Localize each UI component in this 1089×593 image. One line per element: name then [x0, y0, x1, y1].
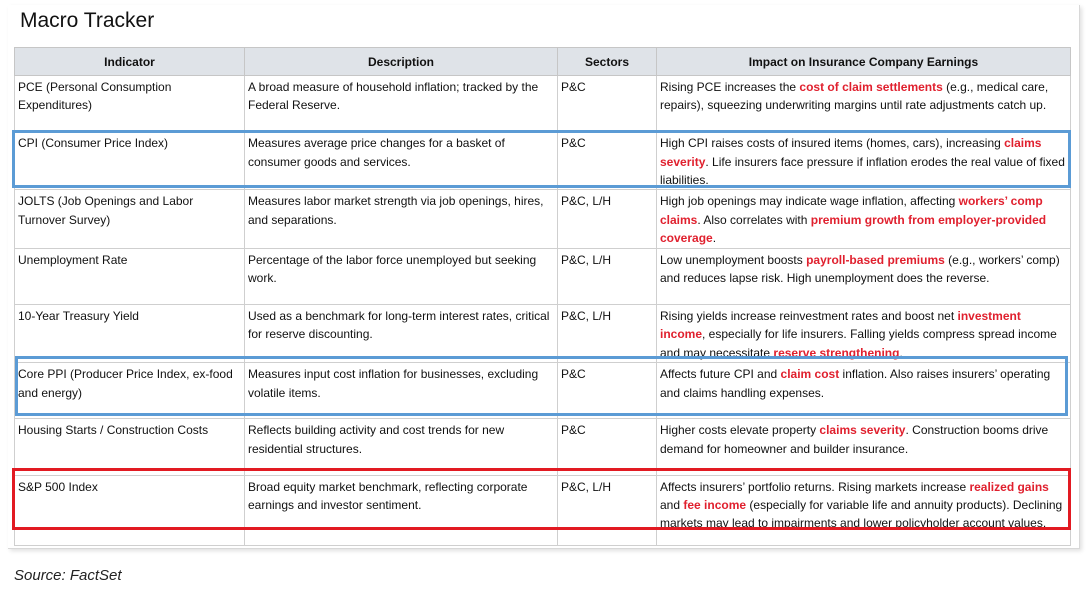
description-cell: Percentage of the labor force unemployed but seeking work. — [245, 248, 558, 304]
indicator-cell: Unemployment Rate — [15, 248, 245, 304]
impact-text: High job openings may indicate wage inflation, affecting — [660, 194, 959, 209]
header-impact: Impact on Insurance Company Earnings — [657, 48, 1071, 76]
header-sectors: Sectors — [558, 48, 657, 76]
sectors-cell: P&C — [558, 132, 657, 190]
table-row — [15, 248, 1071, 304]
table-row — [15, 419, 1071, 475]
indicator-cell: Core PPI (Producer Price Index, ex-food and energy) — [15, 363, 245, 419]
impact-cell — [657, 363, 1071, 419]
impact-text: . — [712, 231, 717, 246]
indicator-cell: JOLTS (Job Openings and Labor Turnover Survey) — [15, 190, 245, 248]
impact-text: (e.g., workers’ comp) and reduces lapse risk. High unemployment does the reverse. — [660, 252, 1060, 286]
description-cell: Measures average price changes for a basket of consumer goods and services. — [245, 132, 558, 190]
impact-text: . Construction booms drive demand for homeowner and builder insurance. — [660, 423, 1049, 456]
table-row — [15, 304, 1071, 362]
source-note: Source: FactSet — [14, 567, 122, 584]
sectors-cell: P&C — [558, 363, 657, 419]
impact-cell — [657, 304, 1071, 362]
impact-text: . Life insurers face pressure if inflation erodes the real value of fixed liabilities. — [660, 154, 1065, 188]
table-row — [15, 475, 1071, 545]
sectors-cell: P&C — [558, 76, 657, 132]
indicator-cell: 10-Year Treasury Yield — [15, 304, 245, 362]
description-cell: A broad measure of household inflation; tracked by the Federal Reserve. — [245, 76, 558, 132]
impact-text: . Also correlates with — [697, 212, 811, 227]
indicator-cell: CPI (Consumer Price Index) — [15, 132, 245, 190]
impact-highlight: claims severity — [660, 136, 1042, 169]
impact-highlight: claims severity — [819, 423, 906, 438]
description-cell: Broad equity market benchmark, reflecting corporate earnings and investor sentiment. — [245, 475, 558, 545]
sectors-cell: P&C, L/H — [558, 190, 657, 248]
impact-highlight: cost of claim settlements — [799, 80, 943, 94]
sectors-cell: P&C, L/H — [558, 475, 657, 545]
impact-text: Affects future CPI and — [660, 367, 781, 382]
sectors-cell: P&C, L/H — [558, 304, 657, 362]
table-row — [15, 76, 1071, 132]
impact-highlight: claim cost — [780, 367, 840, 382]
impact-cell — [657, 76, 1071, 132]
sectors-cell: P&C, L/H — [558, 248, 657, 304]
description-cell: Measures input cost inflation for businesses, excluding volatile items. — [245, 363, 558, 419]
impact-highlight: investment income — [660, 308, 1021, 342]
impact-text: , especially for life insurers. Falling yields compress spread income and may necessitate — [660, 327, 1057, 360]
header-description: Description — [245, 48, 558, 76]
impact-text: Affects insurers’ portfolio returns. Rising markets increase — [660, 479, 970, 494]
impact-text: Low unemployment boosts — [660, 252, 807, 267]
table-header-row — [15, 48, 1071, 76]
impact-highlight: workers’ comp claims — [660, 194, 1043, 227]
impact-text: . — [899, 345, 903, 360]
indicator-cell: Housing Starts / Construction Costs — [15, 419, 245, 475]
impact-cell — [657, 248, 1071, 304]
impact-highlight: payroll-based premiums — [806, 252, 945, 267]
impact-text: (especially for variable life and annuity products). Declining markets may lead to impairments and lower policyholder account values. — [660, 498, 1063, 531]
impact-highlight: fee income — [683, 498, 747, 513]
impact-text: Higher costs elevate property — [660, 423, 820, 438]
description-cell: Reflects building activity and cost trends for new residential structures. — [245, 419, 558, 475]
impact-cell — [657, 419, 1071, 475]
table-row — [15, 132, 1071, 190]
impact-text: Rising yields increase reinvestment rates and boost net — [660, 308, 958, 323]
table-row — [15, 190, 1071, 248]
impact-cell — [657, 475, 1071, 545]
indicator-cell: S&P 500 Index — [15, 475, 245, 545]
impact-highlight: realized gains — [969, 479, 1049, 494]
description-cell: Measures labor market strength via job openings, hires, and separations. — [245, 190, 558, 248]
description-cell: Used as a benchmark for long-term interest rates, critical for reserve discounting. — [245, 304, 558, 362]
sectors-cell: P&C — [558, 419, 657, 475]
page-title: Macro Tracker — [20, 9, 155, 32]
impact-text: Rising PCE increases the — [660, 80, 800, 94]
macro-table — [14, 47, 1071, 546]
impact-highlight: premium growth from employer-provided coverage — [660, 212, 1047, 246]
impact-text: inflation. Also raises insurers’ operating and claims handling expenses. — [660, 367, 1051, 400]
impact-highlight: reserve strengthening — [773, 345, 900, 360]
macro-tracker-sheet — [8, 5, 1080, 549]
impact-text: and — [660, 498, 684, 513]
impact-cell — [657, 132, 1071, 190]
header-indicator: Indicator — [15, 48, 245, 76]
impact-cell — [657, 190, 1071, 248]
table-row — [15, 363, 1071, 419]
impact-text: High CPI raises costs of insured items (homes, cars), increasing — [660, 136, 1005, 151]
indicator-cell: PCE (Personal Consumption Expenditures) — [15, 76, 245, 132]
impact-text: (e.g., medical care, repairs), squeezing underwriting margins until rate adjustments catch up. — [660, 80, 1049, 113]
